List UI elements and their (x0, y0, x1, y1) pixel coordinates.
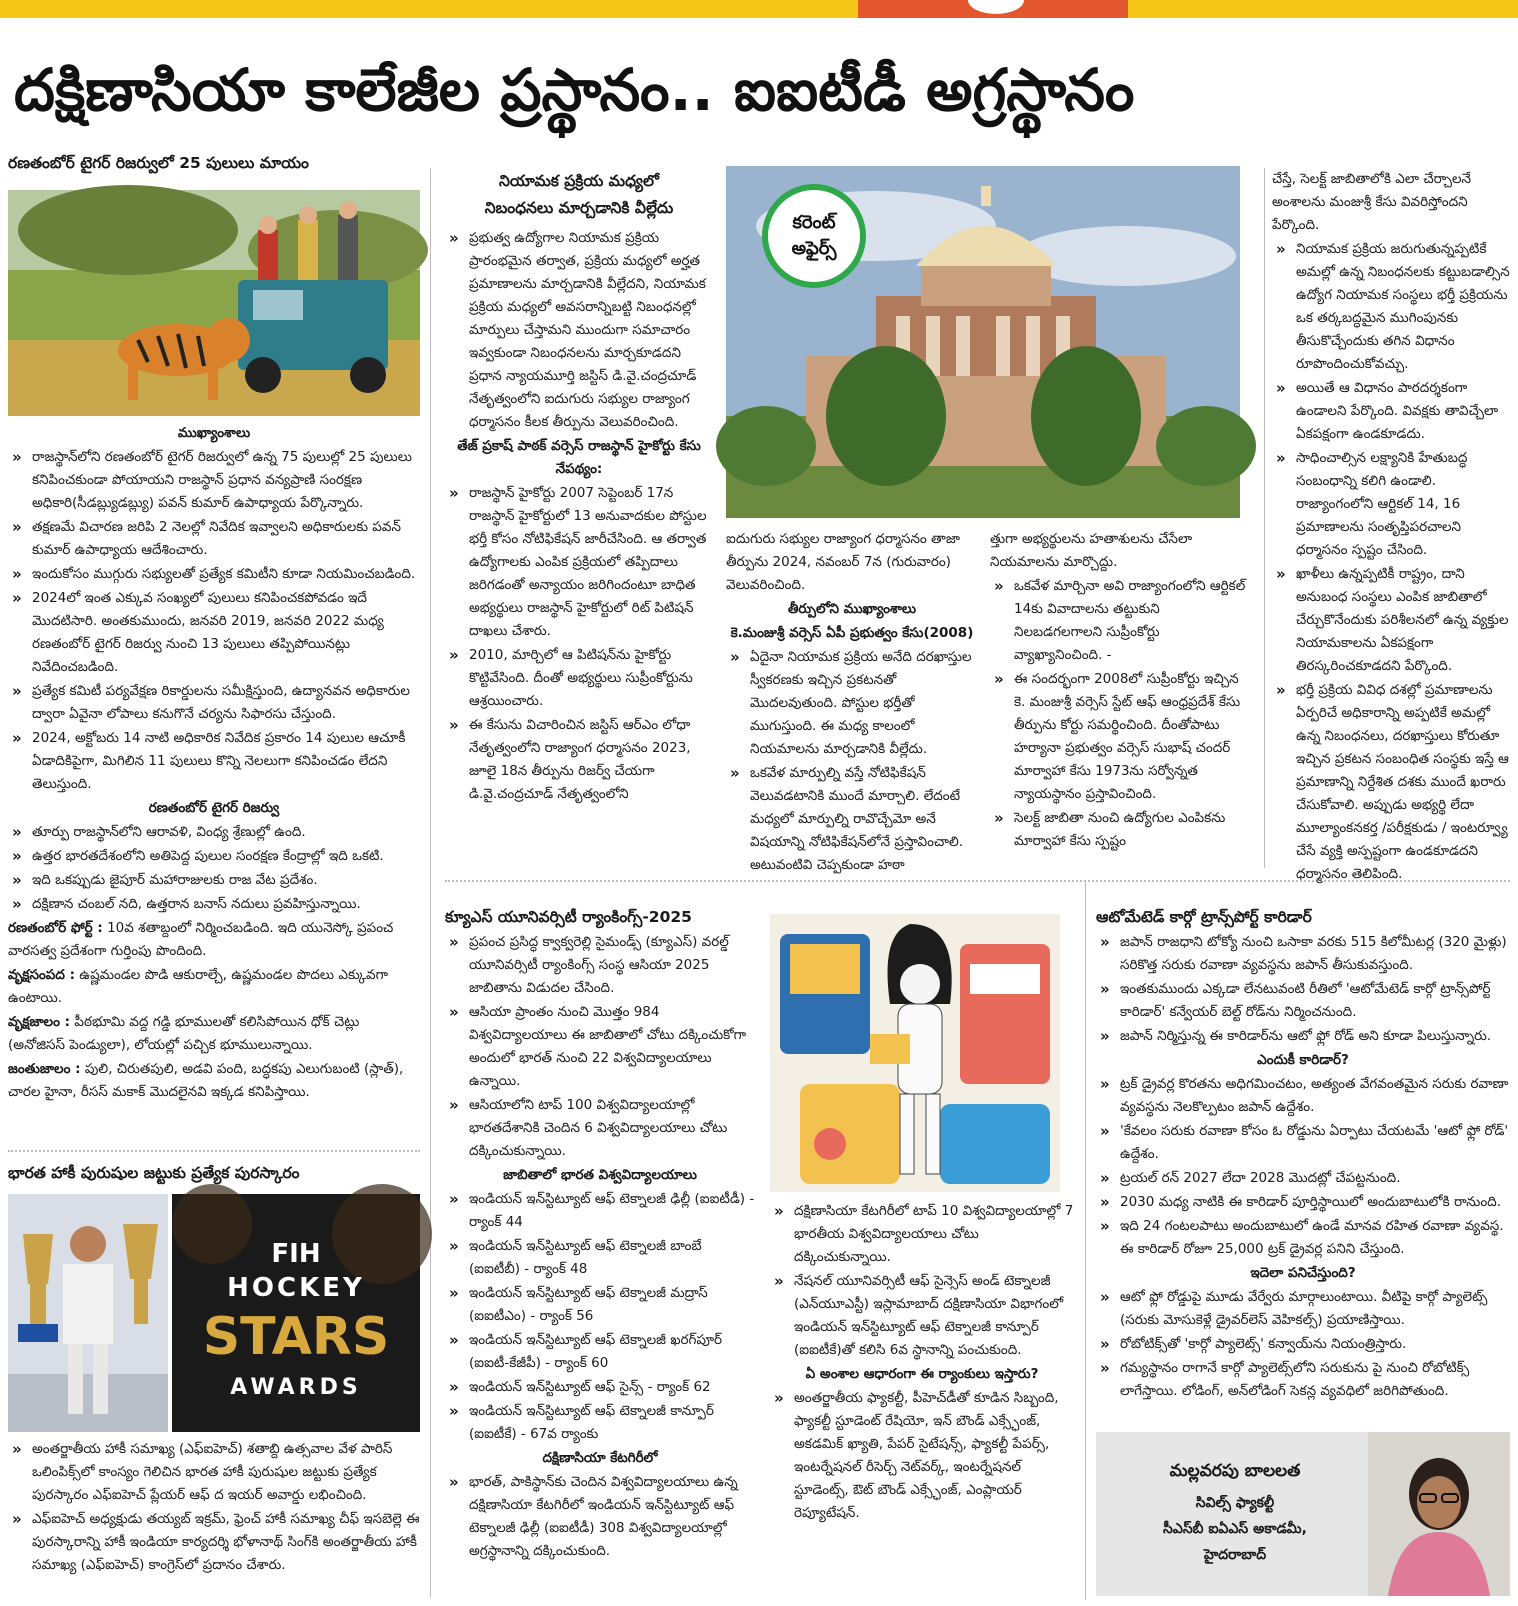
qs-subhead-criteria: ఏ అంశాల ఆధారంగా ఈ ర్యాంకులు ఇస్తారు? (805, 1366, 1039, 1382)
reserve-fact (8, 917, 420, 963)
hockey-bullet: » ఎఫ్ఐహెచ్ అధ్యక్షుడు తయ్యబ్ ఇక్రమ్, ఫ్రెంచ్ హాకీ సమాఖ్య చీఫ్ ఇసబెల్లె ఈ పురస్కారాన్ని హాకీ ఇండియా కార్యదర్శి భోళానాథ్ సింగ్‌కి అంతర్జాతీయ హాకీ సమాఖ్య (ఎఫ్ఐహెచ్) కాంగ్రెస్‌లో ప్రదానం చేశారు. (8, 1508, 420, 1577)
cargo-how-bullet: » రోబోటిక్స్‌తో 'కార్గో ప్యాలెట్స్' కన్వాయ్‌ను నియంత్రిస్తారు. (1096, 1333, 1510, 1356)
tiger-subhead-highlights: ముఖ్యాంశాలు (177, 425, 251, 441)
verdict-article-right (1272, 168, 1512, 882)
fact-text: పులి, చిరుతపులి, అడవి పంది, బద్ధకపు ఎలుగుబంటి (స్లాత్), చారల హైనా, రీసస్ మకాక్ మొదలైనవి ఇక్కడ కనిపిస్తాయి. (8, 1061, 404, 1100)
current-affairs-badge (762, 184, 866, 288)
cargo-why-bullet: » 'కేవలం సరుకు రవాణా కోసం ఓ రోడ్డును ఏర్పాటు చేయటమే 'ఆటో ఫ్లో రోడ్' ఉద్దేశం. (1096, 1120, 1510, 1166)
recruit-title-line1: నియామక ప్రక్రియ మధ్యలో (499, 172, 659, 190)
hockey-title: భారత హాకీ పురుషుల జట్టుకు ప్రత్యేక పురస్కారం (8, 1164, 300, 1182)
verdict-intro: ఐదుగురు సభ్యుల రాజ్యాంగ ధర్మాసనం తాజా తీర్పును 2024, నవంబర్ 7న (గురువారం) వెలువరించింది. (726, 531, 960, 593)
column-divider (1085, 880, 1086, 1600)
page-headline: దక్షిణాసియా కాలేజీల ప్రస్థానం.. ఐఐటీడీ అగ్రస్థానం (14, 56, 1135, 124)
right-bullet: » సాధించాల్సిన లక్ష్యానికి హేతుబద్ధ సంబంధాన్ని కలిగి ఉండాలి. రాజ్యాంగంలోని ఆర్టికల్ 14, 16 ప్రమాణాలను సంతృప్తిపరచాలని ధర్మాసనం స్పష్టం చేసింది. (1272, 447, 1512, 562)
tiger-bullet: » తక్షణమే విచారణ జరిపి 2 నెలల్లో నివేదిక ఇవ్వాలని అధికారులకు పవన్ కుమార్ ఉపాధ్యాయ ఆదేశించారు. (8, 516, 420, 562)
recruit-case-bullet: » 2010, మార్చిలో ఆ పిటిషన్‌ను హైకోర్టు కొట్టివేసింది. దీంతో అభ్యర్థులు సుప్రీంకోర్టును ఆశ్రయించారు. (445, 644, 713, 713)
qs-cont-bullet: » దక్షిణాసియా కేటగిరీలో టాప్ 10 విశ్వవిద్యాలయాల్లో 7 భారతీయ విశ్వవిద్యాలయాలు చోటు దక్కించుకున్నాయి. (770, 1200, 1074, 1269)
tiger-safari-photo (8, 190, 420, 416)
qs-list-item: » ఇండియన్ ఇన్‌స్టిట్యూట్ ఆఫ్ టెక్నాలజీ ఖరగ్‌పూర్ (ఐఐటీ-కేజీపీ) - ర్యాంక్ 60 (445, 1329, 755, 1375)
qs-subhead-southasia: దక్షిణాసియా కేటగిరీలో (542, 1450, 658, 1466)
right-bullet: » నియామక ప్రక్రియ జరుగుతున్నప్పటికే అమల్లో ఉన్న నిబంధనలకు కట్టుబడాల్సిన ఉద్యోగ నియామక సంస్థలు భర్తీ ప్రక్రియను ఒక తర్కబద్ధమైన ముగింపునకు తీసుకొచ్చేందుకు తగిన విధానం రూపొందించుకోవచ్చు. (1272, 238, 1512, 376)
tiger-title: రణతంబోర్ టైగర్ రిజర్వులో 25 పులులు మాయం (8, 154, 309, 172)
author-org: సీఎస్‌బీ ఐఏఎస్ అకాడమీ, (1163, 1521, 1307, 1537)
cargo-bullet: » జపాన్ రాజధాని టోక్యో నుంచి ఒసాకా వరకు 515 కిలోమీటర్ల (320 మైళ్లు) సరికొత్త సరుకు రవాణా వ్యవస్థను జపాన్ తీసుకువస్తుంది. (1096, 931, 1510, 977)
cargo-title: ఆటోమేటెడ్ కార్గో ట్రాన్స్‌పోర్ట్ కారిడార్ (1096, 908, 1312, 926)
author-photo (1368, 1432, 1510, 1596)
fact-label: వృక్షజాలం : (8, 1014, 71, 1030)
section-divider (8, 1150, 420, 1152)
poster-fih-text: FIH (271, 1239, 321, 1269)
qs-list-item: » ఇండియన్ ఇన్‌స్టిట్యూట్ ఆఫ్ టెక్నాలజీ బాంబే (ఐఐటీబీ) - ర్యాంక్ 48 (445, 1235, 755, 1281)
fact-label: రణతంబోర్ ఫోర్ట్ : (8, 920, 103, 936)
badge-line2: అఫైర్స్ (791, 238, 837, 259)
qs-list-item: » ఇండియన్ ఇన్‌స్టిట్యూట్ ఆఫ్ సైన్స్ - ర్యాంక్ 62 (445, 1376, 755, 1399)
cargo-subhead-why: ఎందుకీ కారిడార్? (1257, 1052, 1349, 1068)
hockey-player-photo (8, 1194, 168, 1432)
qs-cont-bullet: » నేషనల్ యూనివర్సిటీ ఆఫ్ సైన్సెస్ అండ్ టెక్నాలజీ (ఎన్‌యూఎస్టీ) ఇస్లామాబాద్ దక్షిణాసియా విభాగంలో ఇండియన్ ఇన్‌స్టిట్యూట్ ఆఫ్ టెక్నాలజీ కాన్పూర్ (ఐఐటీకే)తో కలిసి 6వ స్థానాన్ని పంచుకుంది. (770, 1270, 1074, 1362)
fact-text: 10వ శతాబ్దంలో నిర్మించబడింది. ఇది యునెస్కో ప్రపంచ వారసత్వ ప్రదేశంగా గుర్తింపు పొందింది. (8, 920, 394, 959)
reserve-fact (8, 964, 420, 1010)
verdict-case-title: కె.మంజుశ్రీ వర్సెస్ ఏపీ ప్రభుత్వం కేసు(2008) (730, 625, 974, 641)
tiger-subhead-reserve: రణతంబోర్ టైగర్ రిజర్వు (148, 800, 280, 816)
reserve-bullet: » దక్షిణాన చంబల్ నది, ఉత్తరాన బనాస్ నదులు ప్రవహిస్తున్నాయి. (8, 893, 420, 916)
cargo-bullet: » ఇంతకుముందు ఎక్కడా లేనటువంటి రీతిలో 'ఆటోమేటెడ్ కార్గో ట్రాన్స్‌పోర్ట్ కారిడార్' కన్వేయర్ బెల్ట్ రోడ్‌ను నిర్మించనుంది. (1096, 978, 1510, 1024)
column-divider (430, 168, 431, 1598)
author-city: హైదరాబాద్ (1203, 1547, 1267, 1563)
poster-hockey-text: HOCKEY (227, 1273, 365, 1303)
author-details (1110, 1458, 1360, 1568)
qs-list-item: » ఇండియన్ ఇన్‌స్టిట్యూట్ ఆఫ్ టెక్నాలజీ ఢిల్లీ (ఐఐటీడీ) - ర్యాంక్ 44 (445, 1188, 755, 1234)
cargo-subhead-how: ఇదెలా పనిచేస్తుంది? (1250, 1265, 1356, 1281)
reserve-bullet: » తూర్పు రాజస్థాన్‌లోని ఆరావళి, వింధ్య శ్రేణుల్లో ఉంది. (8, 821, 420, 844)
verdict-cont-bullet: » ఒకవేళ మార్చినా అవి రాజ్యాంగంలోని ఆర్టికల్ 14కు వివాదాలను తట్టుకుని నిలబడగలగాలని సుప్రీంకోర్టు వ్యాఖ్యానించింది. - (990, 575, 1252, 667)
author-role: సివిల్స్ ఫ్యాకల్టీ (1195, 1495, 1275, 1511)
qs-bullet: » ప్రపంచ ప్రసిద్ధ క్వాక్వరెల్లి సైమండ్స్ (క్యూఎస్) వరల్డ్ యూనివర్సిటీ ర్యాంకింగ్స్ సంస్థ ఆసియా 2025 జాబితాను విడుదల చేసింది. (445, 931, 755, 1000)
qs-subhead-list: జాబితాలో భారత విశ్వవిద్యాలయాలు (503, 1167, 697, 1183)
fact-label: వృక్షసంపద : (8, 967, 75, 983)
column-divider (1264, 168, 1265, 868)
cargo-bullet: » జపాన్ నిర్మిస్తున్న ఈ కారిడార్‌ను ఆటో ఫ్లో రోడ్ అని కూడా పిలుస్తున్నారు. (1096, 1025, 1510, 1048)
cargo-why-bullet: » 2030 మధ్య నాటికి ఈ కారిడార్ పూర్తిస్థాయిలో అందుబాటులోకి రానుంది. (1096, 1191, 1510, 1214)
fact-text: పీఠభూమి వద్ద గడ్డి భూములతో కలిసిపోయిన ధోక్ చెట్లు (అనోజిసస్ పెండ్యులా), లోయల్లో పచ్చిక భూములున్నాయి. (8, 1014, 360, 1053)
tiger-bullet: » రాజస్థాన్‌లోని రణతంబోర్ టైగర్ రిజర్వులో ఉన్న 75 పులుల్లో 25 పులులు కనిపించకుండా పోయాయని రాజస్థాన్ ప్రధాన వన్యప్రాణి సంరక్షణ అధికారి(సీడబ్ల్యుడబ్ల్యు) పవన్ కుమార్ ఉపాధ్యాయ పేర్కొన్నారు. (8, 446, 420, 515)
qs-rankings-article-cont (770, 1200, 1074, 1600)
recruit-title-line2: నిబంధనలు మార్చడానికి వీల్లేదు (484, 199, 674, 217)
verdict-article-cont (990, 528, 1252, 878)
tiger-bullet: » 2024, అక్టోబరు 14 నాటి అధికారిక నివేదిక ప్రకారం 14 పులుల ఆచూకీ ఏడాదికిపైగా, మిగిలిన 11 పులులు కొన్ని నెలలుగా కనిపించడం లేదని తెలుస్తుంది. (8, 727, 420, 796)
university-illustration (770, 914, 1060, 1192)
right-bullet: » అయితే ఆ విధానం పారదర్శకంగా ఉండాలని పేర్కొంది. వివక్షకు తావిచ్చేలా ఏకపక్షంగా ఉండకూడదు. (1272, 377, 1512, 446)
fact-text: ఉష్ణమండల పొడి ఆకురాల్చే, ఉష్ణమండల పొదలు ఎక్కువగా ఉంటాయి. (8, 967, 389, 1006)
qs-list-item: » ఇండియన్ ఇన్‌స్టిట్యూట్ ఆఫ్ టెక్నాలజీ మద్రాస్ (ఐఐటీఎం) - ర్యాంక్ 56 (445, 1282, 755, 1328)
qs-southasia-bullet: » భారత్, పాకిస్థాన్‌కు చెందిన విశ్వవిద్యాలయాలు ఉన్న దక్షిణాసియా కేటగిరీలో ఇండియన్ ఇన్‌స్టిట్యూట్ ఆఫ్ టెక్నాలజీ ఢిల్లీ (ఐఐటీడీ) 308 విశ్వవిద్యాలయాల్లో అగ్రస్థానాన్ని దక్కించుకుంది. (445, 1471, 755, 1563)
fih-hockey-stars-poster (172, 1194, 420, 1432)
qs-rankings-article (445, 904, 755, 1600)
tiger-bullet: » 2024లో ఇంత ఎక్కువ సంఖ్యలో పులులు కనిపించకపోవడం ఇదే మొదటిసారి. అంతకుముందు, జనవరి 2019, జనవరి 2022 మధ్య రణతంబోర్ టైగర్ రిజర్వు నుంచి 13 పులులు తప్పిపోయినట్లు నివేదించబడింది. (8, 587, 420, 679)
author-name: మల్లవరపు బాలలత (1169, 1461, 1301, 1481)
poster-stars-text: STARS (202, 1307, 390, 1367)
reserve-fact (8, 1011, 420, 1057)
supreme-court-photo (726, 166, 1240, 518)
poster-awards-text: AWARDS (230, 1375, 362, 1400)
cargo-corridor-article (1096, 904, 1510, 1424)
tiger-article (8, 150, 420, 1150)
verdict-cont-bullet: » ఈ సందర్భంగా 2008లో సుప్రీంకోర్టు ఇచ్చిన కె. మంజుశ్రీ వర్సెస్ స్టేట్ ఆఫ్ ఆంధ్రప్రదేశ్ కేసు తీర్పును కోర్టు సమర్థించింది. దీంతోపాటు హర్యానా ప్రభుత్వం వర్సెస్ సుభాష్ చందర్ మార్వాహా కేసు 1973ను సర్వోన్నత న్యాయస్థానం ప్రస్తావించింది. (990, 668, 1252, 806)
recruit-case-bullet: » రాజస్థాన్ హైకోర్టు 2007 సెప్టెంబర్ 17న రాజస్థాన్ హైకోర్టులో 13 అనువాదకుల పోస్టుల భర్తీ కోసం నోటిఫికేషన్ జారీచేసింది. ఆ తర్వాత ఉద్యోగాలకు ఎంపిక ప్రక్రియలో తప్పిదాలు జరిగడంతో అన్యాయం జరిగిందంటూ బాధిత అభ్యర్థులు రాజస్థాన్ హైకోర్టులో రిట్ పిటిషన్ దాఖలు చేశారు. (445, 482, 713, 643)
tiger-bullet: » ఇందుకోసం ముగ్గురు సభ్యులతో ప్రత్యేక కమిటీని కూడా నియమించబడింది. (8, 563, 420, 586)
recruit-subhead-case: తేజ్ ప్రకాష్ పాఠక్ వర్సెస్ రాజస్థాన్ హైకోర్టు కేసు నేపథ్యం: (457, 438, 701, 477)
top-color-bar (0, 0, 1518, 18)
qs-criteria-bullet: » అంతర్జాతీయ ఫ్యాకల్టీ, పీహెచ్‌డీతో కూడిన సిబ్బంది, ఫ్యాకల్టీ స్టూడెంట్ రేషియో, ఇన్ బౌండ్ ఎక్స్ఛేంజ్, అకడమిక్ ఖ్యాతి, పేపర్ సైటేషన్స్, ఫ్యాకల్టీ పేపర్స్, ఇంటర్నేషనల్ రీసెర్చ్ నెట్‌వర్క్, ఇంటర్నేషనల్ స్టూడెంట్స్, ఔట్ బౌండ్ ఎక్స్ఛేంజ్, ఎంప్లాయర్ రెప్యూటేషన్. (770, 1387, 1074, 1525)
author-box (1096, 1432, 1510, 1596)
recruit-case-bullet: » ఈ కేసును విచారించిన జస్టిస్ ఆర్ఎం లోధా నేతృత్వంలోని రాజ్యాంగ ధర్మాసనం 2023, జూలై 18న తీర్పును రిజర్వ్ చేయగా డి.వై.చంద్రచూడ్ నేతృత్వంలోని (445, 714, 713, 806)
reserve-bullet: » ఇది ఒకప్పుడు జైపూర్ మహారాజులకు రాజ వేట ప్రదేశం. (8, 869, 420, 892)
right-lead: చేస్తే, సెలక్ట్ జాబితాలోకి ఎలా చేర్చాలనే అంశాలను మంజుశ్రీ కేసు వివరిస్తోందని పేర్కొంది. (1272, 171, 1472, 233)
hockey-article (8, 1160, 420, 1600)
recruit-bullet: » ప్రభుత్వ ఉద్యోగాల నియామక ప్రక్రియ ప్రారంభమైన తర్వాత, ప్రక్రియ మధ్యలో అర్హత ప్రమాణాలను మార్చడానికి వీల్లేదని, నియామక ప్రక్రియ మధ్యలో అవసరాన్నిబట్టి నిబంధనల్లో మార్పులు చేస్తామని ముందుగా సమాచారం ఇవ్వకుండా నిబంధనలను మార్చకూడదని ప్రధాన న్యాయమూర్తి జస్టిస్ డి.వై.చంద్రచూడ్ నేతృత్వంలోని ఐదుగురు సభ్యుల రాజ్యాంగ ధర్మాసనం కీలక తీర్పును వెలువరించింది. (445, 227, 713, 434)
cargo-how-bullet: » గమ్యస్థానం రాగానే కార్గో ప్యాలెట్స్‌లోని సరుకును పై నుంచి రోబోటిక్స్ లాగేస్తాయి. లోడింగ్, అన్‌లోడింగ్ సెకన్ల వ్యవధిలో జరిగిపోతుంది. (1096, 1357, 1510, 1403)
qs-bullet: » ఆసియాలోని టాప్ 100 విశ్వవిద్యాలయాల్లో భారతదేశానికి చెందిన 6 విశ్వవిద్యాలయాలు చోటు దక్కించుకున్నాయి. (445, 1094, 755, 1163)
verdict-cont-bullet: » సెలక్ట్ జాబితా నుంచి ఉద్యోగుల ఎంపికను మార్వాహా కేసు స్పష్టం (990, 807, 1252, 853)
reserve-bullet: » ఉత్తర భారతదేశంలోని అతిపెద్ద పులుల సంరక్షణ కేంద్రాల్లో ఇది ఒకటి. (8, 845, 420, 868)
cargo-how-bullet: » ఆటో ఫ్లో రోడ్డుపై మూడు వేర్వేరు మార్గాలుంటాయి. వీటిపై కార్గో ప్యాలెట్స్ (సరుకు మోసుకెళ్లే డ్రైవర్‌లెస్ వెహికల్స్) ప్రయాణిస్తాయి. (1096, 1286, 1510, 1332)
hockey-photos (8, 1194, 420, 1432)
cargo-why-bullet: » ట్రక్ డ్రైవర్ల కొరతను అధిగమించటం, అత్యంత వేగవంతమైన సరుకు రవాణా వ్యవస్థను నెలకొల్పటం జపాన్ ఉద్దేశం. (1096, 1073, 1510, 1119)
qs-bullet: » ఆసియా ప్రాంతం నుంచి మొత్తం 984 విశ్వవిద్యాలయాలు ఈ జాబితాలో చోటు దక్కించుకోగా అందులో భారత్ నుంచి 22 విశ్వవిద్యాలయాలు ఉన్నాయి. (445, 1001, 755, 1093)
qs-list-item: » ఇండియన్ ఇన్‌స్టిట్యూట్ ఆఫ్ టెక్నాలజీ కాన్పూర్ (ఐఐటీకే) - 67వ ర్యాంకు (445, 1400, 755, 1446)
fact-label: జంతుజాలం : (8, 1061, 81, 1077)
tiger-bullet: » ప్రత్యేక కమిటీ పర్యవేక్షణ రికార్డులను సమీక్షిస్తుంది, ఉద్యానవన అధికారుల ద్వారా ఏవైనా లోపాలు కనుగొనే చర్యను సిఫారసు చేస్తుంది. (8, 680, 420, 726)
recruitment-article (445, 168, 713, 880)
badge-line1: కరెంట్ (792, 212, 836, 233)
reserve-fact (8, 1058, 420, 1104)
verdict-subhead: తీర్పులోని ముఖ్యాంశాలు (787, 601, 917, 617)
cargo-why-bullet: » ట్రయల్ రన్ 2027 లేదా 2028 మొదట్లో చేపట్టనుంది. (1096, 1167, 1510, 1190)
hockey-bullet: » అంతర్జాతీయ హాకీ సమాఖ్య (ఎఫ్ఐహెచ్) శతాబ్ది ఉత్సవాల వేళ పారిస్ ఒలింపిక్స్‌లో కాంస్యం గెలిచిన భారత హాకీ పురుషుల జట్టుకు ప్రత్యేక పురస్కారం ఎఫ్ఐహెచ్ ప్లేయర్ ఆఫ్ ద ఇయర్ అవార్డు లభించింది. (8, 1438, 420, 1507)
verdict-bullet: » ఏదైనా నియామక ప్రక్రియ అనేది దరఖాస్తుల స్వీకరణకు ఇచ్చిన ప్రకటనతో మొదలవుతుంది. పోస్టుల భర్తీతో ముగుస్తుంది. ఈ మధ్య కాలంలో నియమాలను మార్చడానికి వీల్లేదు. (726, 646, 978, 761)
verdict-article (726, 528, 978, 878)
right-bullet: » ఖాళీలు ఉన్నప్పటికీ రాష్ట్రం, దాని అనుబంధ సంస్థలు ఎంపిక జాబితాలో చేర్చుకొనేందుకు పరిశీలనలో ఉన్న వ్యక్తుల నియామకాలను ఏకపక్షంగా తిరస్కరించకూడదని పేర్కొంది. (1272, 563, 1512, 678)
right-bullet: » భర్తీ ప్రక్రియ వివిధ దశల్లో ప్రమాణాలను ఏర్పరిచే అధికారాన్ని అప్పటికే అమల్లో ఉన్న నిబంధనలు, దరఖాస్తులు కోరుతూ ఇచ్చిన ప్రకటన సంబంధిత సంస్థకు ఇస్తే ఆ ప్రమాణాన్ని నిర్దేశిత దశకు ముందే ఖరారు చేసుకోవాలి. అప్పుడు అభ్యర్థి లేదా మూల్యాంకనకర్త /పరీక్షకుడు / ఇంటర్వ్యూ చేసే వ్యక్తి అస్పష్టంగా ఉండకూడదని ధర్మాసనం తెలిపింది. (1272, 679, 1512, 886)
cargo-why-bullet: » ఇది 24 గంటలపాటు అందుబాటులో ఉండే మానవ రహిత రవాణా వ్యవస్థ. ఈ కారిడార్ రోజూ 25,000 ట్రక్ డ్రైవర్ల పనిని చేస్తుంది. (1096, 1215, 1510, 1261)
qs-title: క్యూఎస్ యూనివర్సిటీ ర్యాంకింగ్స్-2025 (445, 908, 692, 926)
verdict-cont-lead: త్తుగా అభ్యర్థులను హతాశులను చేసేలా నియమాలను మార్చొద్దు. (990, 531, 1193, 570)
verdict-bullet: » ఒకవేళ మార్పుల్ని వస్తే నోటిఫికేషన్ వెలువడటానికి ముందే మార్చాలి. లేదంటే మధ్యలో మార్పుల్ని రావొచ్చేమో అనే విషయాన్ని నోటిఫికేషన్‌లోనే ప్రస్తావించాలి. అటువంటివి చెప్పకుండా హఠా (726, 762, 978, 877)
